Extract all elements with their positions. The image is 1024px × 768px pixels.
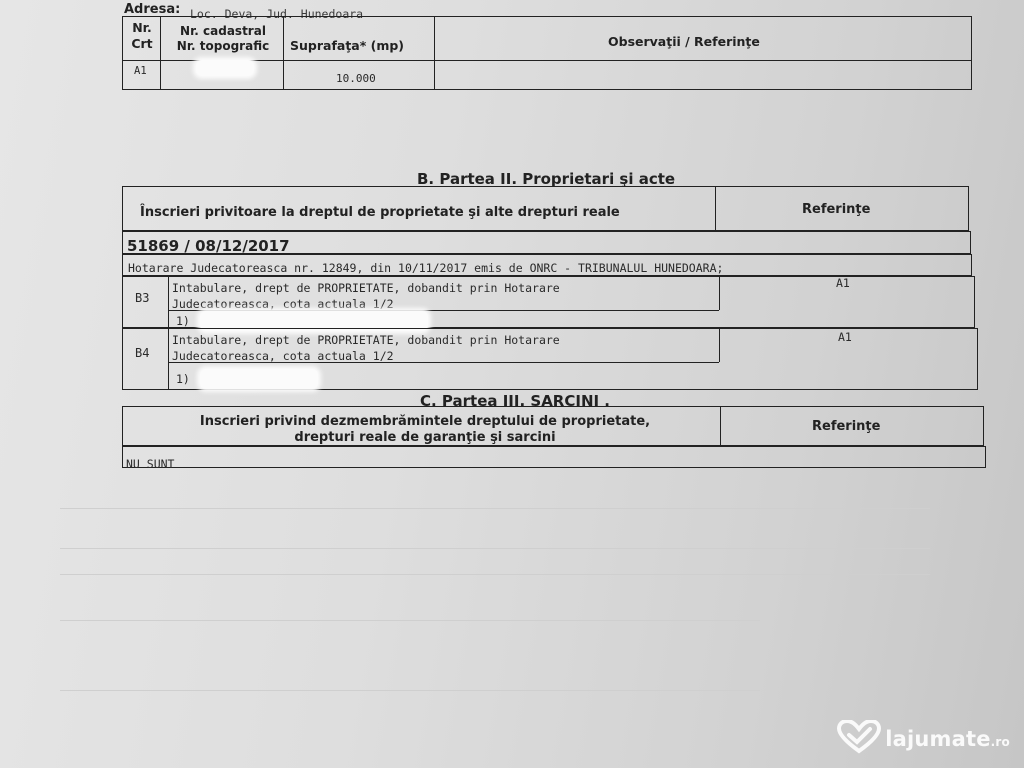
col-inscrieri-c: Inscrieri privind dezmembrămintele dreptului de proprietate, drepturi reale de garanţie şi sarcini <box>199 414 651 445</box>
act-text: Hotarare Judecatoreasca nr. 12849, din 10/11/2017 emis de ONRC - TRIBUNALUL HUNEDOARA; <box>128 261 724 275</box>
col-observatii: Observaţii / Referinţe <box>608 34 760 49</box>
b3-ref: A1 <box>836 276 850 290</box>
b3-line2: Judecatoreasca, cota actuala 1/2 <box>172 297 394 311</box>
section-c-value-row <box>122 446 986 468</box>
address-value: Loc. Deva, Jud. Hunedoara <box>190 7 364 21</box>
col-referinte-c: Referinţe <box>812 419 881 434</box>
b3-owner-prefix: 1) <box>176 314 190 328</box>
row-a1-suprafata: 10.000 <box>336 72 376 85</box>
entry-number: 51869 / 08/12/2017 <box>127 237 290 255</box>
b4-id: B4 <box>135 346 150 360</box>
col-inscrieri-b: Înscrieri privitoare la dreptul de proprietate şi alte drepturi reale <box>140 205 620 220</box>
section-c-title: C. Partea III. SARCINI . <box>420 392 610 410</box>
col-cadastral: Nr. cadastral Nr. topografic <box>176 24 270 53</box>
b3-id: B3 <box>135 291 150 305</box>
row-a1-nr: A1 <box>134 65 147 77</box>
col-nr-crt: Nr. Crt <box>131 20 153 51</box>
col-referinte-b: Referinţe <box>802 202 871 217</box>
col-suprafata: Suprafaţa* (mp) <box>290 38 405 53</box>
redacted-cadastral <box>196 60 254 76</box>
b3-line1: Intabulare, drept de PROPRIETATE, dobandit prin Hotarare <box>172 281 560 295</box>
b4-line1: Intabulare, drept de PROPRIETATE, dobandit prin Hotarare <box>172 333 560 347</box>
address-label: Adresa: <box>124 2 181 17</box>
redacted-owner-b4 <box>200 369 318 389</box>
b4-ref: A1 <box>838 330 852 344</box>
heart-logo-icon <box>837 720 881 758</box>
section-c-value: NU SUNT <box>126 457 175 471</box>
lajumate-watermark <box>837 720 1010 758</box>
brand-text: lajumate.ro <box>885 727 1010 751</box>
b4-line2: Judecatoreasca, cota actuala 1/2 <box>172 349 394 363</box>
b4-owner-prefix: 1) <box>176 372 190 386</box>
section-b-title: B. Partea II. Proprietari şi acte <box>417 170 676 188</box>
